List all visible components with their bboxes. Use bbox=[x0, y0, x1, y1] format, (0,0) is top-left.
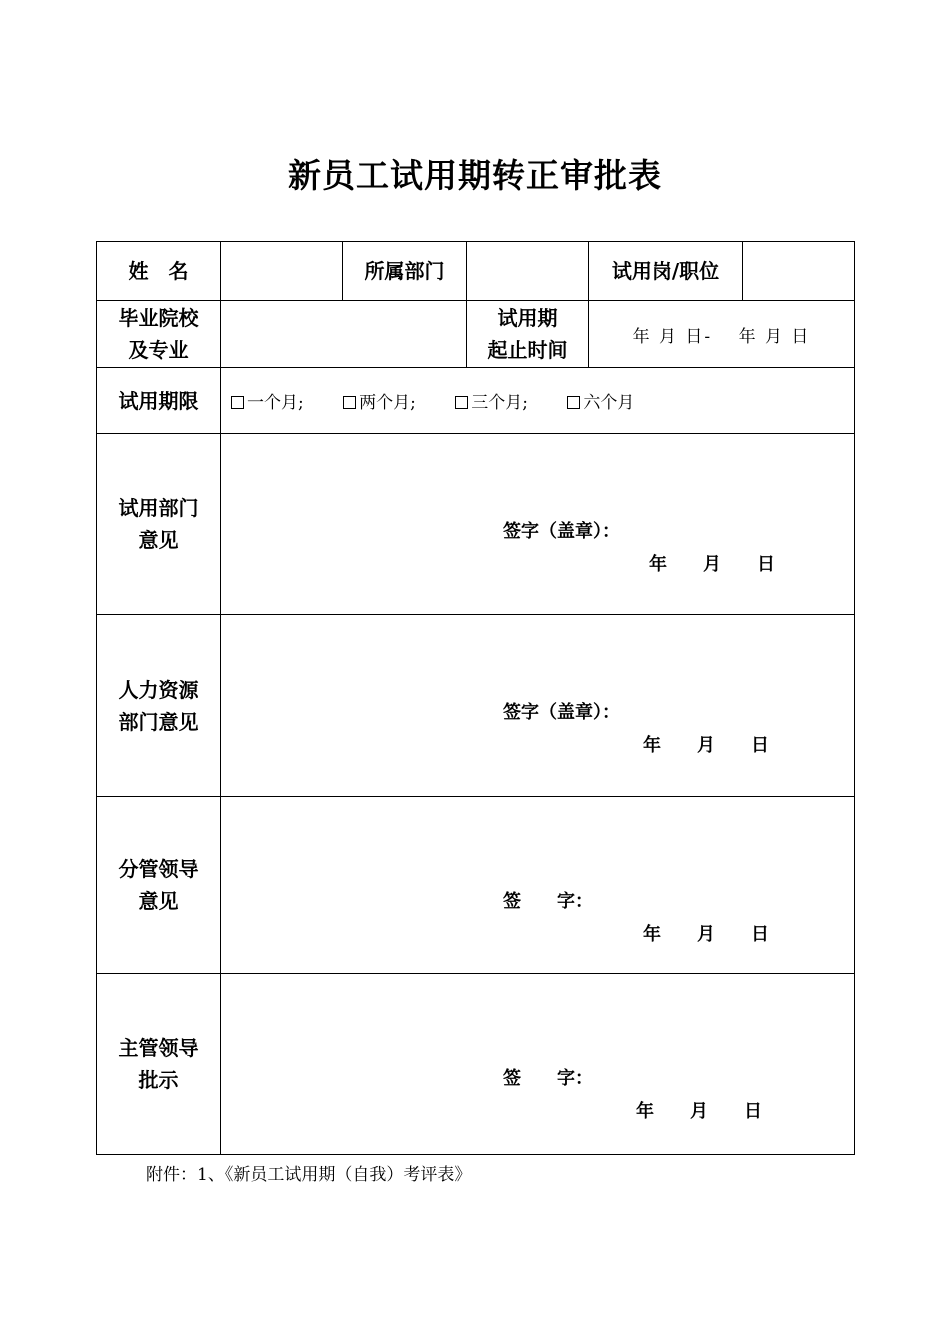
school-label-line1: 毕业院校 bbox=[118, 306, 199, 330]
option-label: 一个月; bbox=[247, 393, 304, 413]
department-field[interactable] bbox=[467, 242, 589, 301]
signature-label: 签 字： bbox=[503, 891, 593, 912]
school-label-line2: 及专业 bbox=[128, 338, 189, 362]
row-probation-term bbox=[97, 368, 855, 434]
label-line2: 意见 bbox=[138, 528, 179, 552]
option-label: 六个月 bbox=[583, 393, 635, 413]
supervising-leader-opinion-label bbox=[97, 797, 221, 974]
date-label: 年 月 日 bbox=[649, 554, 775, 575]
row-supervising-leader-opinion bbox=[97, 797, 855, 974]
attachment-note: 附件：1、《新员工试用期（自我）考评表》 bbox=[146, 1165, 472, 1185]
period-label-line1: 试用期 bbox=[497, 306, 558, 330]
option-label: 三个月; bbox=[471, 393, 529, 413]
name-label: 姓 名 bbox=[97, 242, 221, 301]
label-line2: 意见 bbox=[138, 889, 179, 913]
option-three-months[interactable] bbox=[455, 388, 528, 413]
probation-term-options bbox=[221, 368, 855, 434]
chief-leader-instruction-label bbox=[97, 974, 221, 1155]
label-line1: 主管领导 bbox=[118, 1036, 199, 1060]
row-probation-dept-opinion bbox=[97, 434, 855, 615]
date-label: 年 月 日 bbox=[643, 735, 769, 756]
approval-form-table bbox=[96, 241, 855, 1155]
probation-dates-label bbox=[467, 301, 589, 368]
date-label: 年 月 日 bbox=[636, 1101, 762, 1122]
option-two-months[interactable] bbox=[343, 388, 416, 413]
hr-opinion-label bbox=[97, 615, 221, 797]
hr-opinion-field[interactable] bbox=[221, 615, 855, 797]
department-label: 所属部门 bbox=[343, 242, 467, 301]
row-chief-leader-instruction bbox=[97, 974, 855, 1155]
probation-dept-opinion-label bbox=[97, 434, 221, 615]
label-line1: 试用部门 bbox=[118, 496, 199, 520]
date-label: 年 月 日 bbox=[643, 924, 769, 945]
period-label-line2: 起止时间 bbox=[487, 338, 568, 362]
checkbox-icon[interactable] bbox=[567, 396, 580, 409]
position-label: 试用岗/职位 bbox=[589, 242, 743, 301]
option-one-month[interactable] bbox=[231, 388, 304, 413]
label-line2: 批示 bbox=[138, 1068, 179, 1092]
label-line2: 部门意见 bbox=[118, 709, 199, 734]
signature-label: 签 字： bbox=[503, 1068, 593, 1089]
position-field[interactable] bbox=[743, 242, 855, 301]
checkbox-icon[interactable] bbox=[231, 396, 244, 409]
school-major-label bbox=[97, 301, 221, 368]
checkbox-icon[interactable] bbox=[343, 396, 356, 409]
probation-term-label: 试用期限 bbox=[97, 368, 221, 434]
label-line1: 分管领导 bbox=[118, 857, 199, 881]
signature-label: 签字（盖章）： bbox=[503, 521, 620, 542]
supervising-leader-opinion-field[interactable] bbox=[221, 797, 855, 974]
signature-label: 签字（盖章）： bbox=[503, 702, 620, 723]
probation-dept-opinion-field[interactable] bbox=[221, 434, 855, 615]
checkbox-icon[interactable] bbox=[455, 396, 468, 409]
option-six-months[interactable] bbox=[567, 388, 634, 413]
row-basic-info bbox=[97, 242, 855, 301]
name-field[interactable] bbox=[221, 242, 343, 301]
chief-leader-instruction-field[interactable] bbox=[221, 974, 855, 1155]
row-education-period bbox=[97, 301, 855, 368]
row-hr-opinion bbox=[97, 615, 855, 797]
page-title: 新员工试用期转正审批表 bbox=[288, 156, 662, 195]
school-major-field[interactable] bbox=[221, 301, 467, 368]
probation-date-range[interactable]: 年 月 日- 年 月 日 bbox=[589, 301, 855, 368]
option-label: 两个月; bbox=[359, 393, 416, 413]
label-line1: 人力资源 bbox=[118, 677, 199, 702]
